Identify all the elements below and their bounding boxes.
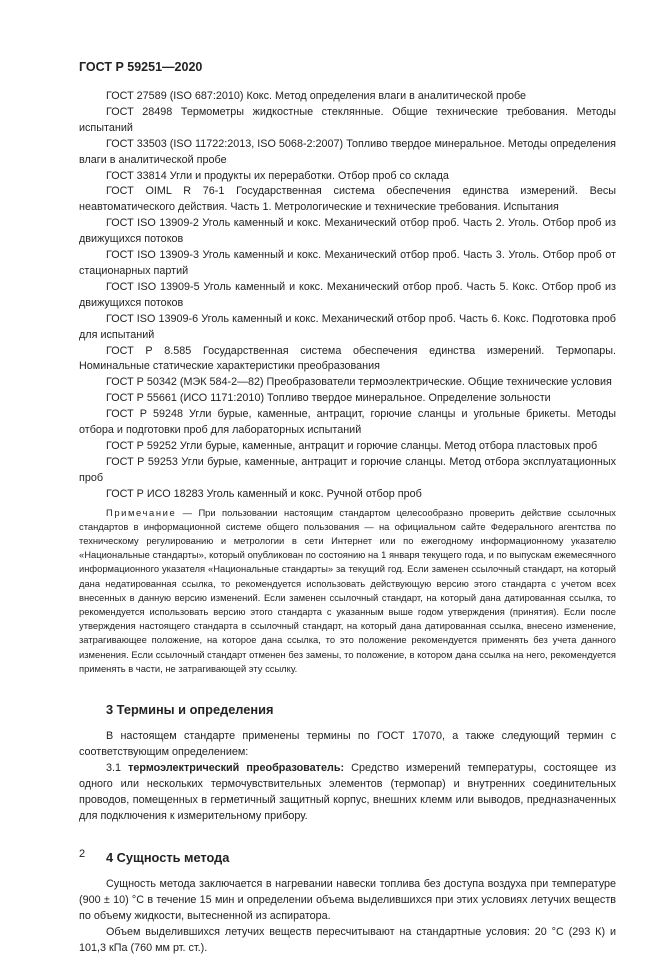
reference-item: ГОСТ 33814 Угли и продукты их переработки. Отбор проб со склада — [106, 169, 449, 182]
reference-item: ГОСТ 27589 (ISO 687:2010) Кокс. Метод определения влаги в аналитической пробе — [106, 90, 527, 102]
term-definition-text: Средство измерений температуры, состоящее из одного или нескольких термочувствительных элементов (термопар) и внутренних соединительных проводов, помещенных в герметичный защитный корпус, внешних клемм или выводов, предназначенных для подключения к измерительному прибору. — [79, 761, 617, 822]
reference-item: ГОСТ ISO 13909-3 Уголь каменный и кокс. Механический отбор проб. Часть 3. Уголь. Отбор проб от стационарных партий — [79, 249, 616, 277]
term-definition — [79, 761, 616, 825]
reference-item: ГОСТ 33503 (ISO 11722:2013, ISO 5068-2:2007) Топливо твердое минеральное. Методы определения влаги в аналитической пробе — [79, 137, 616, 166]
section-3-intro: В настоящем стандарте применены термины по ГОСТ 17070, а также следующий термин с соответствующим определением: — [79, 730, 616, 758]
reference-item: ГОСТ ISO 13909-2 Уголь каменный и кокс. Механический отбор проб. Часть 2. Уголь. Отбор проб из движущихся потоков — [79, 217, 616, 246]
section-4-title: 4 Сущность метода — [106, 850, 230, 866]
section-3-title: 3 Термины и определения — [106, 702, 274, 717]
reference-item: ГОСТ ISO 13909-6 Уголь каменный и кокс. Механический отбор проб. Часть 6. Кокс. Подготовка проб для испытаний — [79, 312, 616, 341]
term-name: термоэлектрический преобразователь: — [128, 761, 345, 774]
normative-references-list — [79, 89, 616, 503]
note-paragraph — [79, 506, 616, 676]
section-4-paragraph-1: Сущность метода заключается в нагревании навески топлива без доступа воздуха при температуре (900 ± 10) °С в течение 15 мин и определении объема выделившихся при этих условиях летучих веществ по объему жидкости, вытесненной из аспиратора. — [79, 878, 616, 923]
page-content — [79, 89, 616, 957]
note-label: Примечание — [106, 506, 177, 518]
page-number: 2 — [79, 848, 86, 860]
reference-item: ГОСТ 28498 Термометры жидкостные стеклянные. Общие технические требования. Методы испытаний — [79, 105, 616, 134]
section-4-paragraph-2: Объем выделившихся летучих веществ пересчитывают на стандартные условия: 20 °С (293 К) и 101,3 кПа (760 мм рт. ст.). — [79, 926, 616, 955]
note-text: — При пользовании настоящим стандартом целесообразно проверить действие ссылочных стандартов в информационной системе общего пользования — на официальном сайте Федерального агентства по техническому регулированию и метрологии в сети Интернет или по ежегодному информационному указателю «Национальные стандарты», который опубликован по состоянию на 1 января текущего года, и по выпускам ежемесячного информационного указателя «Национальные стандарты» за текущий год. Если заменен ссылочный стандарт, на который дана недатированная ссылка, то рекомендуется использовать действующую версию этого стандарта с учетом всех внесенных в данную версию изменений. Если заменен ссылочный стандарт, на который дана датированная ссылка, то рекомендуется использовать версию этого стандарта с указанным выше годом утверждения (принятия). Если после утверждения настоящего стандарта в ссылочный стандарт, на который дана датированная ссылка, внесено изменение, затрагивающее положение, на которое дана ссылка, то это положение рекомендуется применять без учета данного изменения. Если ссылочный стандарт отменен без замены, то положение, в котором дана ссылка на него, рекомендуется применять в части, не затрагивающей эту ссылку. — [79, 506, 616, 674]
document-header: ГОСТ Р 59251—2020 — [79, 60, 203, 74]
reference-item: ГОСТ Р 59248 Угли бурые, каменные, антрацит, горючие сланцы и угольные брикеты. Методы отбора и подготовки проб для лабораторных испытаний — [79, 408, 616, 437]
reference-item: ГОСТ Р 59252 Угли бурые, каменные, антрацит и горючие сланцы. Метод отбора пластовых проб — [106, 439, 598, 452]
reference-item: ГОСТ Р 8.585 Государственная система обеспечения единства измерений. Термопары. Номинальные статические характеристики преобразования — [79, 344, 616, 373]
reference-item: ГОСТ Р 59253 Угли бурые, каменные, антрацит и горючие сланцы. Метод отбора эксплуатационных проб — [79, 455, 616, 484]
reference-item: ГОСТ Р ИСО 18283 Уголь каменный и кокс. Ручной отбор проб — [106, 487, 422, 500]
reference-item: ГОСТ Р 50342 (МЭК 584-2—82) Преобразователи термоэлектрические. Общие технические условия — [106, 376, 612, 389]
term-number: 3.1 — [106, 761, 122, 774]
reference-item: ГОСТ Р 55661 (ИСО 1171:2010) Топливо твердое минеральное. Определение зольности — [106, 392, 551, 405]
reference-item: ГОСТ ISO 13909-5 Уголь каменный и кокс. Механический отбор проб. Часть 5. Кокс. Отбор проб из движущихся потоков — [79, 280, 616, 309]
reference-item: ГОСТ OIML R 76-1 Государственная система обеспечения единства измерений. Весы неавтоматического действия. Часть 1. Метрологические и технические требования. Испытания — [79, 185, 616, 214]
